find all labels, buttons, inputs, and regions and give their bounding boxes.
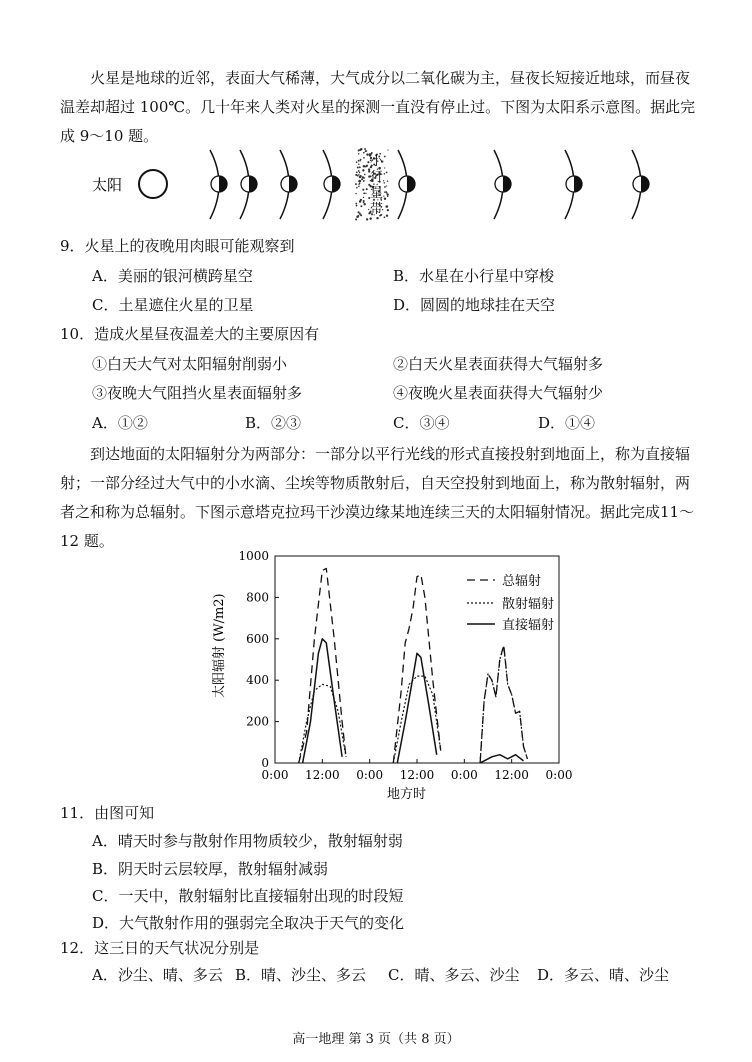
asteroid-dot	[356, 187, 358, 189]
asteroid-dot	[376, 217, 378, 219]
asteroid-dot	[364, 174, 366, 176]
asteroid-dot	[384, 156, 386, 158]
y-tick-label: 800	[246, 590, 269, 605]
asteroid-dot	[359, 149, 361, 151]
asteroid-belt-label	[370, 154, 384, 217]
sun-label: 太阳	[92, 176, 123, 194]
asteroid-dot	[357, 167, 359, 169]
asteroid-dot	[358, 170, 360, 172]
y-axis-ticks	[238, 549, 279, 770]
series-total-radiation	[480, 645, 527, 763]
asteroid-dot	[365, 166, 367, 168]
asteroid-dot	[387, 194, 389, 196]
question-11-stem: 11．由图可知	[60, 804, 155, 822]
asteroid-dot	[357, 175, 359, 177]
y-tick-label: 200	[246, 714, 269, 729]
asteroid-dot	[386, 205, 389, 208]
x-axis-label: 地方时	[387, 787, 427, 800]
asteroid-dot	[384, 216, 386, 218]
asteroid-dot	[386, 191, 387, 192]
x-tick-label: 12:00	[399, 768, 435, 782]
asteroid-dot	[362, 176, 363, 177]
x-tick-label: 0:00	[545, 768, 573, 782]
y-tick-label: 400	[246, 673, 269, 688]
q11-option-c[interactable]: C．一天中，散射辐射比直接辐射出现的时段短	[92, 887, 404, 905]
series-diffuse-radiation	[299, 684, 346, 763]
asteroid-dot	[387, 180, 389, 182]
belt-label-char: 小	[370, 154, 384, 169]
asteroid-dot	[364, 148, 366, 150]
asteroid-dot	[363, 200, 365, 202]
planet-icon	[324, 176, 340, 192]
asteroid-dot	[355, 183, 357, 185]
question-12-stem: 12．这三日的天气状况分别是	[60, 939, 260, 957]
legend-label-diffuse: 散射辐射	[502, 597, 555, 612]
asteroid-dot	[384, 182, 386, 184]
asteroid-dot	[359, 166, 361, 168]
planet-icon	[566, 176, 582, 192]
belt-label-char: 行	[370, 170, 384, 185]
asteroid-dot	[364, 203, 366, 205]
q12-option-a[interactable]: A．沙尘、晴、多云	[92, 966, 223, 984]
asteroid-dot	[366, 218, 368, 220]
q12-option-d[interactable]: D．多云、晴、沙尘	[537, 966, 670, 984]
planets	[211, 176, 649, 192]
asteroid-dot	[386, 185, 387, 186]
asteroid-dot	[358, 164, 359, 165]
intro-paragraph-mars: 火星是地球的近邻，表面大气稀薄，大气成分以二氧化碳为主，昼夜长短接近地球，而昼夜温差却超过 100℃。几十年来人类对火星的探测一直没有停止过。下图为太阳系示意图。据此完成 9～10 题。	[60, 69, 696, 145]
asteroid-dot	[384, 186, 386, 188]
x-tick-label: 0:00	[261, 768, 289, 782]
y-tick-label: 1000	[238, 549, 269, 563]
chart-legend	[467, 574, 554, 633]
x-tick-label: 0:00	[450, 768, 478, 782]
x-axis-ticks	[262, 759, 573, 782]
asteroid-dot	[360, 159, 362, 161]
solar-system-diagram	[80, 145, 680, 225]
asteroid-dot	[366, 188, 368, 190]
asteroid-dot	[358, 215, 360, 217]
asteroid-dot	[358, 180, 360, 182]
q10-option-d[interactable]: D．①④	[538, 414, 596, 432]
asteroid-dot	[363, 197, 364, 198]
page-footer: 高一地理 第 3 页（共 8 页）	[292, 1032, 460, 1047]
asteroid-dot	[360, 214, 362, 216]
series-diffuse-radiation	[480, 647, 527, 763]
planet-icon	[633, 176, 649, 192]
q10-statement-3: ③夜晚大气阻挡火星表面辐射多	[92, 384, 303, 402]
asteroid-dot	[386, 215, 388, 217]
asteroid-dot	[363, 165, 366, 168]
planet-icon	[399, 176, 415, 192]
belt-label-char: 带	[370, 202, 384, 217]
asteroid-dot	[384, 173, 386, 175]
asteroid-dot	[386, 171, 388, 173]
planet-icon	[281, 176, 297, 192]
q12-option-b[interactable]: B．晴、沙尘、多云	[235, 966, 367, 984]
q11-option-a[interactable]: A．晴天时参与散射作用物质较少，散射辐射弱	[92, 832, 403, 850]
question-9-stem: 9．火星上的夜晚用肉眼可能观察到	[60, 237, 295, 255]
x-tick-label: 12:00	[494, 768, 529, 782]
series-direct-radiation	[480, 755, 523, 763]
y-tick-label: 0	[261, 756, 269, 770]
asteroid-dot	[362, 170, 364, 172]
asteroid-dot	[384, 197, 386, 199]
sun-icon	[139, 170, 167, 198]
asteroid-dot	[366, 153, 368, 155]
radiation-chart	[205, 548, 595, 800]
x-tick-label: 0:00	[356, 768, 384, 782]
q10-option-b[interactable]: B．②③	[245, 414, 302, 432]
asteroid-dot	[384, 167, 385, 168]
asteroid-dot	[363, 180, 365, 182]
asteroid-dot	[366, 150, 367, 151]
asteroid-dot	[387, 149, 388, 150]
asteroid-dot	[387, 209, 389, 211]
asteroid-dot	[383, 180, 384, 181]
asteroid-dot	[358, 160, 360, 162]
asteroid-dot	[355, 203, 357, 205]
planet-icon	[211, 176, 227, 192]
planet-icon	[495, 176, 511, 192]
q9-option-c[interactable]: C．土星遮住火星的卫星	[92, 296, 254, 314]
asteroid-dot	[361, 178, 363, 180]
y-tick-label: 600	[246, 631, 269, 646]
q11-option-b[interactable]: B．阴天时云层较厚，散射辐射减弱	[92, 860, 329, 878]
asteroid-dot	[356, 161, 358, 163]
asteroid-dot	[363, 192, 365, 194]
chart-series	[299, 568, 528, 763]
q11-option-d[interactable]: D．大气散射作用的强弱完全取决于天气的变化	[92, 914, 405, 932]
asteroid-dot	[383, 195, 384, 196]
asteroid-dot	[360, 205, 362, 207]
q10-statement-1: ①白天大气对太阳辐射削弱小	[92, 355, 288, 373]
asteroid-dot	[355, 193, 356, 194]
q10-option-a[interactable]: A．①②	[92, 414, 148, 432]
asteroid-dot	[363, 152, 365, 154]
asteroid-dot	[358, 153, 359, 154]
asteroid-dot	[369, 217, 371, 219]
x-tick-label: 12:00	[305, 768, 340, 782]
asteroid-dot	[358, 184, 359, 185]
intro-paragraph-radiation: 到达地面的太阳辐射分为两部分：一部分以平行光线的形式直接投射到地面上，称为直接辐射；一部分经过大气中的小水滴、尘埃等物质散射后，自天空投射到地面上，称为散射辐射，两者之和称为总辐射。下图示意塔克拉玛干沙漠边缘某地连续三天的太阳辐射情况。据此完成11～12 题。	[60, 445, 695, 550]
y-axis-label: 太阳辐射 (W/m2)	[212, 593, 227, 698]
asteroid-dot	[355, 218, 357, 220]
asteroid-dot	[359, 175, 362, 178]
q9-option-d[interactable]: D．圆圆的地球挂在天空	[393, 296, 556, 314]
asteroid-dot	[362, 189, 364, 191]
asteroid-dot	[358, 174, 359, 175]
planet-icon	[241, 176, 257, 192]
legend-label-total: 总辐射	[502, 574, 542, 589]
asteroid-dot	[356, 205, 358, 207]
asteroid-dot	[359, 172, 360, 173]
asteroid-dot	[359, 200, 361, 202]
legend-label-direct: 直接辐射	[502, 618, 555, 633]
asteroid-dot	[358, 186, 360, 188]
question-10-stem: 10．造成火星昼夜温差大的主要原因有	[60, 325, 320, 343]
asteroid-dot	[387, 196, 388, 197]
q12-option-c[interactable]: C．晴、多云、沙尘	[388, 966, 520, 984]
asteroid-dot	[365, 193, 366, 194]
belt-label-char: 星	[370, 186, 384, 201]
q10-statement-2: ②白天火星表面获得大气辐射多	[393, 355, 604, 373]
asteroid-dot	[363, 157, 365, 159]
q9-option-a[interactable]: A．美丽的银河横跨星空	[92, 267, 253, 285]
asteroid-dot	[384, 191, 386, 193]
q10-option-c[interactable]: C．③④	[393, 414, 450, 432]
q9-option-b[interactable]: B．水星在小行星中穿梭	[393, 267, 555, 285]
asteroid-dot	[356, 171, 358, 173]
q10-statement-4: ④夜晚火星表面获得大气辐射少	[393, 384, 604, 402]
